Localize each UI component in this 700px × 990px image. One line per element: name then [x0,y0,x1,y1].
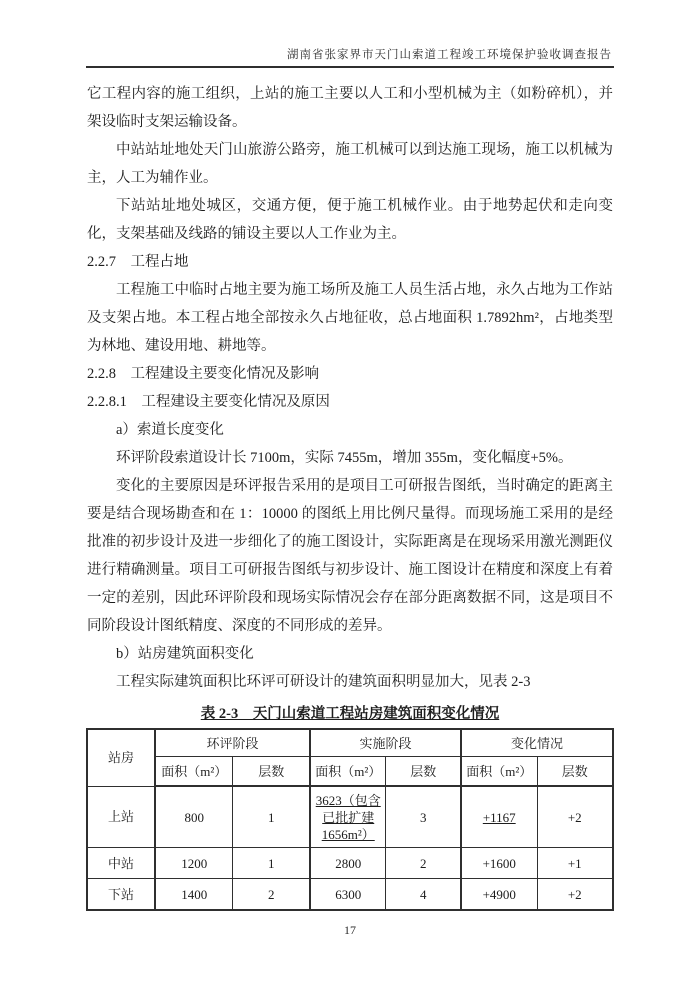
paragraph: 它工程内容的施工组织，上站的施工主要以人工和小型机械为主（如粉碎机），并架设临时支架运输设备。 [87,86,613,130]
table-row-middle-station [87,848,613,879]
table-cell: 1400 [155,879,233,911]
running-header: 湖南省张家界市天门山索道工程竣工环境保护验收调查报告 [287,49,612,61]
paragraph: 工程实际建筑面积比环评可研设计的建筑面积明显加大，见表 2-3 [116,674,531,690]
table-cell: +2 [537,879,613,911]
section-heading: 2.2.7 工程占地 [87,254,189,270]
column-group-eia-stage: 环评阶段 [155,729,310,757]
column-header-station: 站房 [87,729,155,786]
table-cell: 800 [155,786,233,848]
table-cell: 3623（包含已批扩建1656m²） [310,786,386,848]
table-cell: 中站 [87,848,155,879]
table-cell: 1 [233,786,310,848]
column-header-area: 面积（m²） [461,757,537,787]
paragraph: 下站站址地处城区，交通方便，便于施工机械作业。由于地势起伏和走向变化，支架基础及线路的铺设主要以人工作业为主。 [87,198,613,242]
table-cell: 6300 [310,879,386,911]
section-heading: 2.2.8.1 工程建设主要变化情况及原因 [87,394,330,410]
station-area-change-table [86,728,614,911]
table-subheader-row [87,757,613,787]
page-number: 17 [344,923,356,937]
column-group-implementation-stage: 实施阶段 [310,729,461,757]
table-cell: +2 [537,786,613,848]
header-rule [86,66,614,68]
table-cell: 3 [386,786,461,848]
column-header-floors: 层数 [386,757,461,787]
document-body [87,80,613,696]
paragraph: 工程施工中临时占地主要为施工场所及施工人员生活占地，永久占地为工作站及支架占地。本工程占地全部按永久占地征收，总占地面积 1.7892hm²，占地类型为林地、建设用地、耕地等。 [87,282,613,354]
column-header-floors: 层数 [233,757,310,787]
table-caption: 表 2-3 天门山索道工程站房建筑面积变化情况 [200,706,500,722]
table-cell: +1600 [461,848,537,879]
table-cell: +4900 [461,879,537,911]
column-header-area: 面积（m²） [310,757,386,787]
column-header-floors: 层数 [537,757,613,787]
column-group-change: 变化情况 [461,729,613,757]
paragraph: 变化的主要原因是环评报告采用的是项目工可研报告图纸，当时确定的距离主要是结合现场勘查和在 1：10000 的图纸上用比例尺量得。而现场施工采用的是经批准的初步设计及进一步细化了的施工图设计，实际距离是在现场采用激光测距仪进行精确测量。项目工可研报告图纸与初步设计、施工图设计在精度和深度上有着一定的差别，因此环评阶段和现场实际情况会存在部分距离数据不同，这是项目不同阶段设计图纸精度、深度的不同形成的差异。 [87,478,613,634]
paragraph: 中站站址地处天门山旅游公路旁，施工机械可以到达施工现场，施工以机械为主，人工为辅作业。 [87,142,613,186]
table-cell: 2800 [310,848,386,879]
column-header-area: 面积（m²） [155,757,233,787]
table-cell: 下站 [87,879,155,911]
table-cell: 1200 [155,848,233,879]
table-row-upper-station [87,786,613,848]
list-item-heading: a）索道长度变化 [116,422,224,438]
table-cell: +1 [537,848,613,879]
table-cell: 4 [386,879,461,911]
table-cell: 2 [233,879,310,911]
table-cell: +1167 [461,786,537,848]
table-row-lower-station [87,879,613,911]
table-cell: 1 [233,848,310,879]
paragraph: 环评阶段索道设计长 7100m，实际 7455m，增加 355m，变化幅度+5%。 [116,450,573,466]
table-header-row [87,729,613,757]
table-cell: 上站 [87,786,155,848]
section-heading: 2.2.8 工程建设主要变化情况及影响 [87,366,319,382]
table-cell: 2 [386,848,461,879]
list-item-heading: b）站房建筑面积变化 [116,646,254,662]
